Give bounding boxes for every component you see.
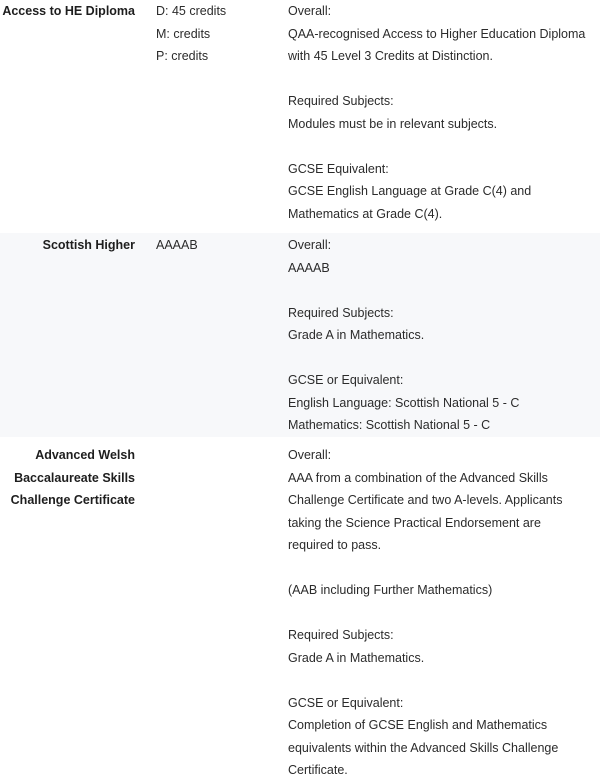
overall-block (288, 0, 596, 68)
grades-cell (143, 0, 276, 68)
table-row-scottish-higher (0, 233, 600, 437)
block-line: AAAAB (288, 260, 330, 275)
block-line: Grade A in Mathematics. (288, 650, 425, 665)
required-subjects-block (288, 90, 596, 135)
overall-block (288, 234, 596, 279)
block-line: Grade A in Mathematics. (288, 328, 425, 342)
overall-block (288, 444, 596, 557)
qualification-line: Challenge Certificate (10, 493, 135, 507)
table-row-welsh-bacc (0, 437, 600, 782)
block-heading: Required Subjects: (288, 94, 394, 108)
grade-line: P: credits (156, 49, 209, 63)
grade-line: M: credits (156, 26, 211, 41)
block-heading: GCSE or Equivalent: (288, 695, 404, 710)
grades-cell (143, 234, 276, 257)
block-line: Challenge Certificate and two A-levels. Applicants (288, 493, 563, 507)
table-row-access-he (0, 0, 600, 233)
grade-line: AAAAB (156, 238, 198, 252)
block-line: Mathematics: Scottish National 5 - C (288, 418, 491, 432)
details-cell (276, 234, 600, 437)
block-line: (AAB including Further Mathematics) (288, 583, 493, 597)
alternative-offer-block (288, 579, 596, 602)
block-heading: Overall: (288, 448, 332, 462)
gcse-block (288, 692, 596, 782)
block-line: GCSE English Language at Grade C(4) and (288, 184, 532, 198)
qualification-name: Scottish Higher (42, 238, 135, 252)
block-line: Mathematics at Grade C(4). (288, 206, 443, 221)
block-line: with 45 Level 3 Credits at Distinction. (288, 49, 493, 63)
block-line: Certificate. (288, 763, 348, 777)
block-heading: Overall: (288, 4, 332, 18)
block-heading: Required Subjects: (288, 305, 394, 320)
grade-line: D: 45 credits (156, 4, 227, 18)
required-subjects-block (288, 302, 596, 347)
block-line: required to pass. (288, 538, 382, 552)
qualification-line: Baccalaureate Skills (14, 470, 135, 485)
block-heading: Required Subjects: (288, 628, 394, 642)
details-cell (276, 444, 600, 782)
required-subjects-block (288, 624, 596, 669)
qualification-name (0, 444, 143, 512)
block-heading: GCSE Equivalent: (288, 161, 389, 176)
block-line: QAA-recognised Access to Higher Education Diploma (288, 26, 586, 41)
block-heading: Overall: (288, 238, 332, 252)
block-heading: GCSE or Equivalent: (288, 373, 404, 387)
block-line: AAA from a combination of the Advanced Skills (288, 470, 548, 485)
qualification-name: Access to HE Diploma (2, 4, 135, 18)
qualification-line: Advanced Welsh (35, 448, 135, 462)
block-line: taking the Science Practical Endorsement are (288, 515, 541, 530)
block-line: equivalents within the Advanced Skills Challenge (288, 740, 559, 755)
details-cell (276, 0, 600, 225)
block-line: English Language: Scottish National 5 - C (288, 395, 520, 410)
gcse-block (288, 158, 596, 226)
block-line: Modules must be in relevant subjects. (288, 116, 498, 131)
gcse-block (288, 369, 596, 437)
block-line: Completion of GCSE English and Mathematics (288, 718, 548, 732)
